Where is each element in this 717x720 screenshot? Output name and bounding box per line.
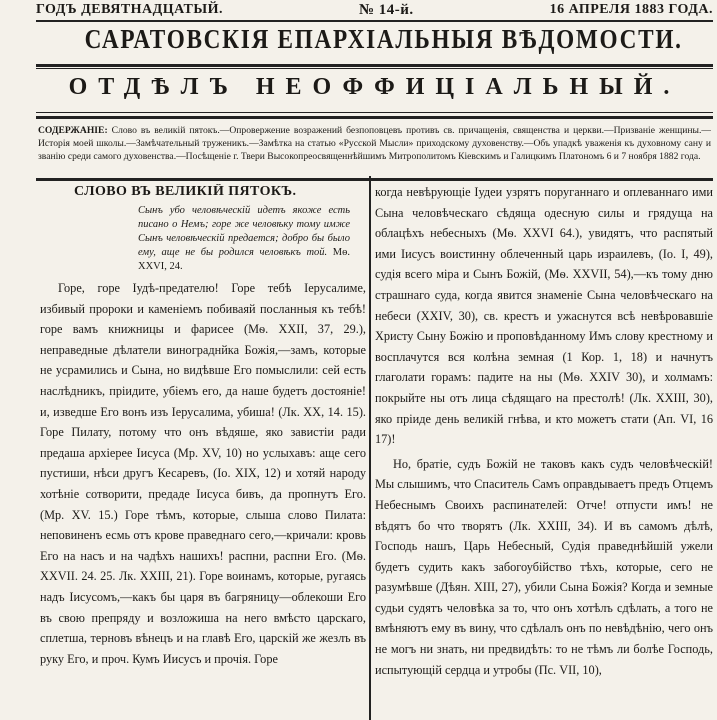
table-of-contents [38, 124, 711, 176]
column-divider [369, 176, 371, 720]
paragraph: Но, братіе, судъ Божій не таковъ какъ судъ человѣческій! Мы слышимъ, что Спаситель Самъ оправдываетъ предъ Отцемъ Небеснымъ Своихъ распинателей: Отче! отпусти имъ! не вѣдятъ бо что творятъ (Лк. XXIII, 34). И въ самомъ дѣлѣ, Господь нашъ, Царь Небесный, Судія праведнѣйшій ужели будетъ судить какъ забогоубійство тѣхъ, которые, сего не разумѣвше (Дѣян. XIII, 27), убили Сына Божія? Когда и земные судьи судятъ человѣка за то, что онъ хотѣлъ сдѣлать, а того не вмѣняютъ ему въ вину, что сдѣлалъ онъ по невѣдѣнію, чего онъ не могъ ни знать, ни предвидѣть: то не тѣмъ ли болѣе Господь, испытующій сердца и утробы (Пс. VII, 10), [375, 456, 713, 677]
paragraph: когда невѣрующіе Іудеи узрятъ поруганнаго и оплеваннаго ими Сына человѣческаго сѣдяща одесную силы и грядуща на облацѣхъ небесныхъ (Мѳ. XXVI 64.), увидятъ, что распятый ими Іисусъ воистинну облеченный царь израилевъ, (Іо. I, 49), судія всего міра и Сынъ Божій, (Мѳ. XXVII, 54),—къ тому дню страшнаго суда, когда явится знаменіе Сына человѣческаго на небеси (XXIV, 30), св. крестъ и ужаснутся всѣ невѣровавшіе Христу Сыну Божію и проповѣданному Имъ слову крестному и восплачутся вся колѣна земная (1 Кор. 1, 18) и начнутъ глаголати горамъ: падите на ны (Мѳ. XXIV 30), и холмамъ: покрыйте ны отъ лица сѣдящаго на престолѣ! (Лк. XXIII, 30), яко пріиде день великій гнѣва, и кто можетъ стати (Ап. VI, 16 17)! [375, 185, 713, 447]
issue-number: № 14-й. [358, 1, 414, 18]
contents-text: Слово въ великій пятокъ.—Опровержение возражений безпоповцевъ противъ св. причащенія, священства и церкви.—Призваніе женщины.—Исторія моей школы.—Замѣчательный труженикъ.—Замѣтка на статью «Русской Мысли» приходскому духовенству.—Объ упадкѣ уваженія къ духовному сану и званію среди самого духовенства.—Посѣщеніе г. Твери Высокопреосвященнѣйшимъ Митрополитомъ Кіевскимъ и Галицкимъ Платономъ 6 и 7 ноября 1882 года. [38, 125, 711, 162]
section-title: ОТДѢЛЪ НЕОФФИЦІАЛЬНЫЙ. [68, 74, 681, 100]
issue-header [36, 0, 713, 22]
paragraph: Горе, горе Іудѣ-предателю! Горе тебѣ Іерусалиме, избивый пророки и каменіемъ побиваяй посланныя къ тебѣ! горе вамъ книжницы и фарисее (Мѳ. XXII, 37, 29.), неправедные дѣлатели винограднйка Божія,—замъ, которые не усрамились и Сына, но видѣвше Его помыслили: сей есть наслѣдникъ, пріидите, убіемъ его, да наше будетъ достояніе! и, изведше Его вонъ изъ Іерусалима, убиша! (Лк. XX, 14. 15). Горе Пилату, потому что онъ вѣдяше, яко завистіи ради предаша архіерее Іисуса (Мр. XV, 10) но услыхавъ: аще сего пустиши, нѣси другъ Кесаревъ, (Іо. XIX, 12) и хотяй народу хотѣніе сотворити, предаде Іисуса бивъ, да пропнутъ Его. (Мр. XV. 15.) Горе тѣмъ, которые, слыша слово Пилата: неповиненъ есмь отъ крове праведнаго сего,—кричали: кровь Его на насъ и на чадѣхъ нашихъ! распни, распни Его. (Мѳ. XXVII. 24. 25. Лк. XXIII, 21). Горе воинамъ, которые, ругаясь надъ Іисусомъ,—какъ бы царя въ багряницу—облекоши Его въ свою препряду и возложиша на него вмѣсто царскаго, сплетша, терновъ вѣнецъ и на главѣ Его, царскій же жезлъ въ руку Его, и проч. Кумъ Иисусъ и прочія. Горе [40, 281, 366, 666]
article-body-right [375, 182, 713, 680]
epigraph-reference: Мѳ. XXVI, 24. [138, 247, 351, 272]
issue-date: 16 АПРЕЛЯ 1883 ГОДА. [549, 2, 713, 17]
epigraph-text: Сынъ убо человѣческій идетъ якоже есть писано о Немъ; горе же человѣку тому имже Сынъ человѣческій предается; добро бы было ему, аще не бы родился человѣкъ той. [138, 205, 350, 258]
masthead-rule [36, 64, 713, 67]
article-title: СЛОВО ВЪ ВЕЛИКІЙ ПЯТОКЪ. [74, 184, 297, 199]
contents-label: СОДЕРЖАНІЕ: [38, 125, 108, 136]
article-column-right [375, 182, 713, 720]
contents-rule [36, 178, 713, 181]
section-rule [36, 112, 713, 113]
epigraph [138, 204, 350, 274]
article-body-left [40, 278, 366, 669]
article-column-left [40, 184, 366, 720]
masthead-title: САРАТОВСКІЯ ЕПАРХІАЛЬНЫЯ ВѢДОМОСТИ. [84, 24, 683, 54]
year-label: ГОДЪ ДЕВЯТНАДЦАТЫЙ. [36, 2, 224, 17]
masthead-rule-thin [36, 68, 713, 69]
section-rule-thick [36, 116, 713, 119]
